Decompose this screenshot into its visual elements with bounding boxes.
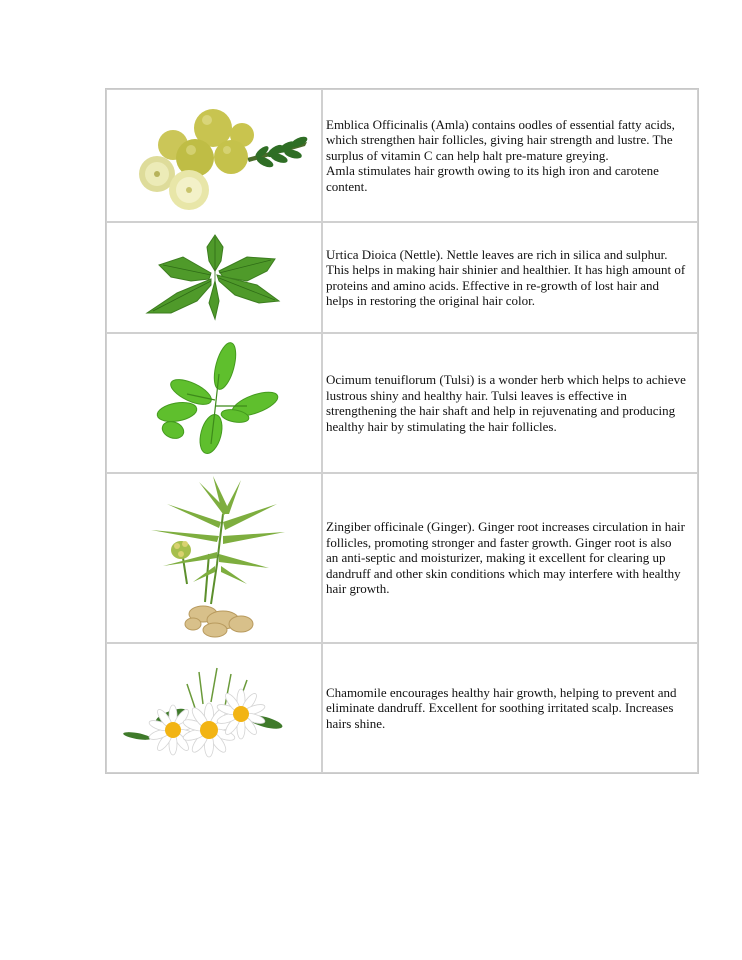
herb-table: [105, 88, 699, 774]
amla-fruit-icon: [107, 90, 321, 221]
herb-description-line: an anti-septic and moisturizer, making it excellent for clearing up: [326, 550, 666, 566]
herb-description-line: which strengthen hair follicles, giving hair strength and lustre. The: [326, 132, 673, 148]
herb-description-line: surplus of vitamin C can help halt pre-mature greying.: [326, 147, 609, 163]
herb-row-tulsi: [106, 333, 698, 473]
herb-description-line: lustrous shiny and healthy hair. Tulsi leaves is effective in: [326, 387, 627, 403]
herb-description-line: Amla stimulates hair growth owing to its high iron and carotene: [326, 163, 659, 179]
herb-description-line: Emblica Officinalis (Amla) contains oodles of essential fatty acids,: [326, 116, 675, 132]
herb-description-line: This helps in making hair shinier and healthier. It has high amount of: [326, 262, 686, 277]
herb-description-line: content.: [326, 178, 368, 194]
herb-description-line: Zingiber officinale (Ginger). Ginger root increases circulation in hair: [326, 519, 685, 535]
herb-image-cell: [106, 333, 322, 473]
herb-description-cell: [322, 222, 698, 333]
herb-image-cell: [106, 643, 322, 773]
nettle-leaf-icon: [107, 223, 321, 332]
herb-row-chamomile: [106, 643, 698, 773]
herb-row-ginger: [106, 473, 698, 643]
herb-description-line: eliminate dandruff. Excellent for soothing irritated scalp. Increases: [326, 700, 674, 716]
herb-description-cell: [322, 333, 698, 473]
chamomile-flower-icon: [107, 644, 321, 772]
herb-description-cell: [322, 643, 698, 773]
herb-description-line: helps in restoring the original hair color.: [326, 293, 536, 308]
herb-image-cell: [106, 222, 322, 333]
herb-description-cell: [322, 473, 698, 643]
herb-description-cell: [322, 89, 698, 222]
herb-description-line: strengthening the hair shaft and help in rejuvenating and producing: [326, 403, 676, 418]
herb-row-amla: [106, 89, 698, 222]
ginger-plant-icon: [107, 474, 321, 642]
herb-description-line: dandruff and other skin conditions which may interfere with healthy: [326, 565, 681, 581]
herb-description-line: hair growth.: [326, 581, 390, 597]
tulsi-leaf-icon: [107, 334, 321, 472]
herb-image-cell: [106, 89, 322, 222]
herb-description-line: Chamomile encourages healthy hair growth, helping to prevent and: [326, 684, 677, 700]
herb-description-line: healthy hair by stimulating the hair follicles.: [326, 418, 557, 434]
herb-description-line: Ocimum tenuiflorum (Tulsi) is a wonder herb which helps to achieve: [326, 372, 686, 387]
herb-description-line: proteins and amino acids. Effective in re-growth of lost hair and: [326, 277, 659, 293]
herb-image-cell: [106, 473, 322, 643]
herb-description-line: Urtica Dioica (Nettle). Nettle leaves are rich in silica and sulphur.: [326, 246, 668, 262]
herb-row-nettle: [106, 222, 698, 333]
herb-description-line: follicles, promoting stronger and faster growth. Ginger root is also: [326, 534, 672, 550]
herb-description-line: hairs shine.: [326, 715, 386, 731]
